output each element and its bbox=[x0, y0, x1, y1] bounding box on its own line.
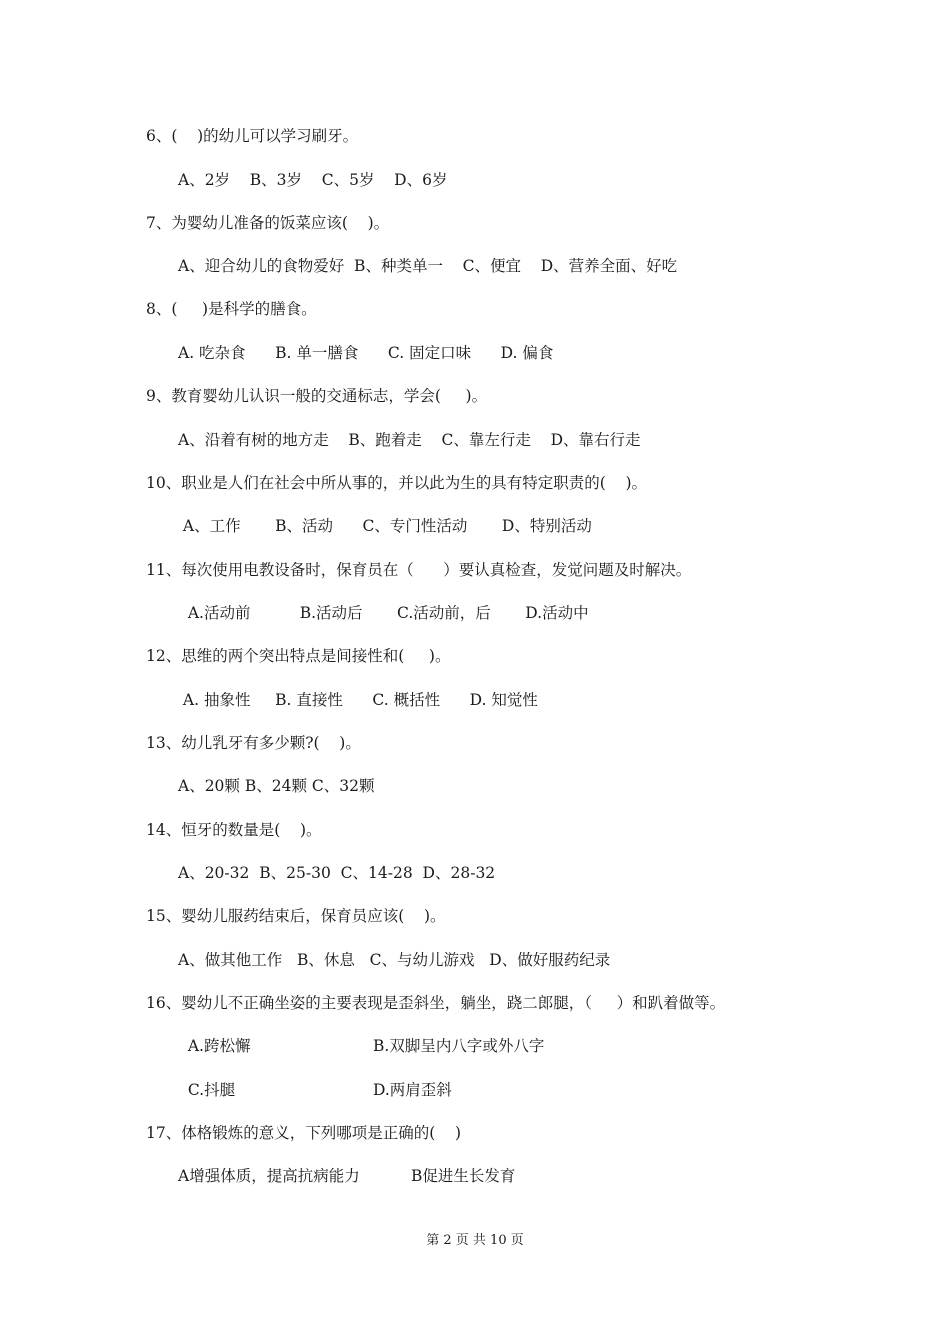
question-17-option-b: B促进生长发育 bbox=[411, 1167, 516, 1185]
question-16-option-b: B.双脚呈内八字或外八字 bbox=[373, 1037, 545, 1055]
question-6: 6、( )的幼儿可以学习刷牙。 bbox=[146, 127, 359, 145]
question-13: 13、幼儿乳牙有多少颗?( )。 bbox=[146, 734, 361, 752]
question-12-options: A. 抽象性 B. 直接性 C. 概括性 D. 知觉性 bbox=[178, 691, 538, 709]
question-11: 11、每次使用电教设备时，保育员在（ ）要认真检查，发觉问题及时解决。 bbox=[146, 561, 692, 579]
page-footer: 第 2 页 共 10 页 bbox=[426, 1233, 524, 1248]
question-15-options: A、做其他工作 B、休息 C、与幼儿游戏 D、做好服药纪录 bbox=[178, 951, 611, 969]
question-8: 8、( )是科学的膳食。 bbox=[146, 300, 317, 318]
question-10-options: A、工作 B、活动 C、专门性活动 D、特别活动 bbox=[178, 517, 592, 535]
question-7-options: A、迎合幼儿的食物爱好 B、种类单一 C、便宜 D、营养全面、好吃 bbox=[178, 257, 678, 275]
question-8-options: A. 吃杂食 B. 单一膳食 C. 固定口味 D. 偏食 bbox=[178, 344, 554, 362]
question-17-option-a: A增强体质，提高抗病能力 bbox=[178, 1167, 360, 1185]
question-16-option-c: C.抖腿 bbox=[178, 1081, 236, 1099]
question-14: 14、恒牙的数量是( )。 bbox=[146, 821, 322, 839]
question-17: 17、体格锻炼的意义，下列哪项是正确的( ) bbox=[146, 1124, 462, 1142]
question-16-option-a: A.跨松懈 bbox=[178, 1037, 251, 1055]
question-10: 10、职业是人们在社会中所从事的，并以此为生的具有特定职责的( )。 bbox=[146, 474, 648, 492]
question-13-options: A、20颗 B、24颗 C、32颗 bbox=[178, 777, 375, 795]
question-7: 7、为婴幼儿准备的饭菜应该( )。 bbox=[146, 214, 390, 232]
question-12: 12、思维的两个突出特点是间接性和( )。 bbox=[146, 647, 451, 665]
question-11-options: A.活动前 B.活动后 C.活动前，后 D.活动中 bbox=[178, 604, 589, 622]
question-16-option-d: D.两肩歪斜 bbox=[373, 1081, 452, 1099]
question-15: 15、婴幼儿服药结束后，保育员应该( )。 bbox=[146, 907, 446, 925]
question-16: 16、婴幼儿不正确坐姿的主要表现是歪斜坐，躺坐，跷二郎腿，（ ）和趴着做等。 bbox=[146, 994, 726, 1012]
question-9-options: A、沿着有树的地方走 B、跑着走 C、靠左行走 D、靠右行走 bbox=[178, 431, 641, 449]
question-6-options: A、2岁 B、3岁 C、5岁 D、6岁 bbox=[178, 171, 448, 189]
question-14-options: A、20-32 B、25-30 C、14-28 D、28-32 bbox=[178, 864, 496, 882]
question-9: 9、教育婴幼儿认识一般的交通标志，学会( )。 bbox=[146, 387, 488, 405]
